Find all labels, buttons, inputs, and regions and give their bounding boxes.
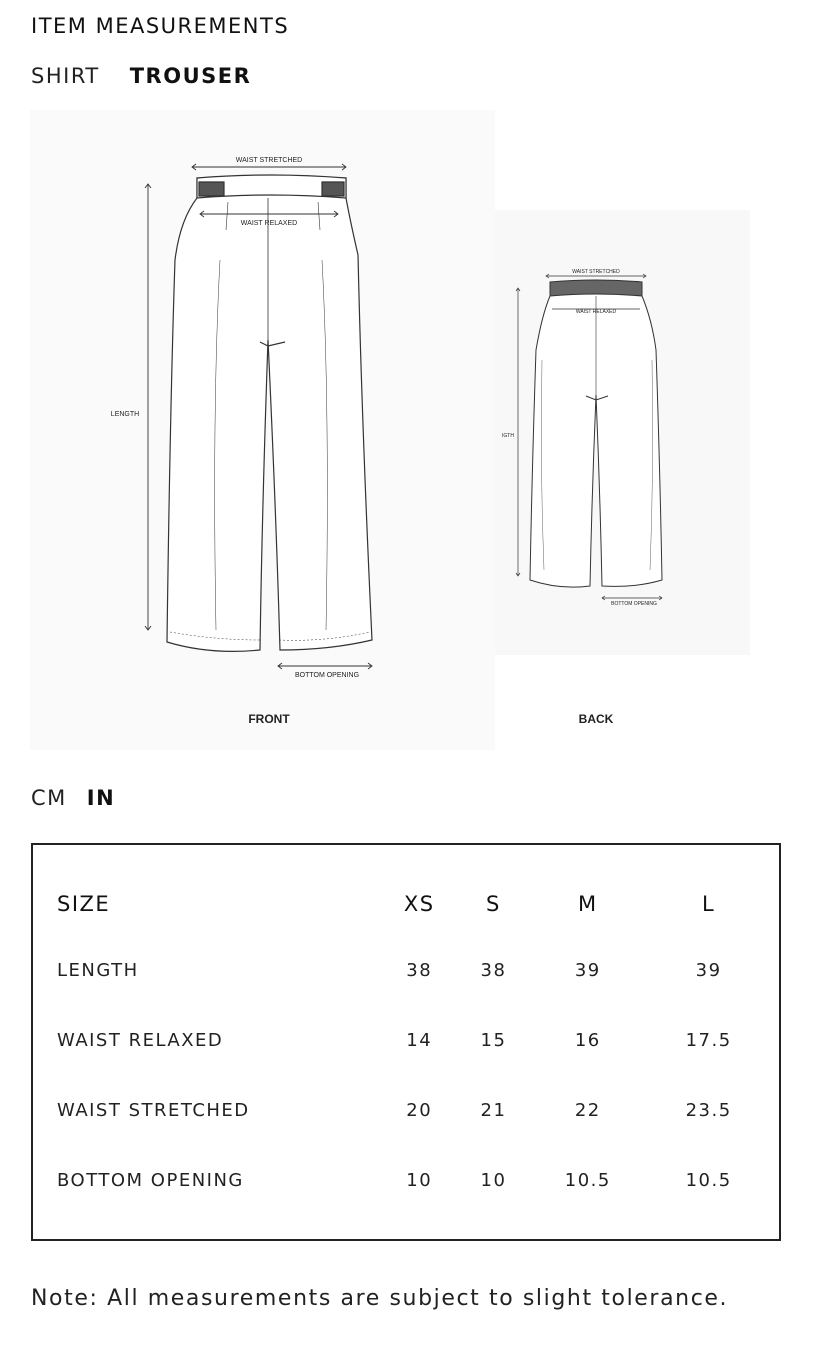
front-label-length: LENGTH <box>110 411 140 418</box>
table-row <box>57 1075 769 1145</box>
header-l: L <box>702 892 716 916</box>
unit-tab-in[interactable]: IN <box>86 786 116 810</box>
row-label: WAIST RELAXED <box>57 1029 224 1051</box>
cell-value: 10 <box>480 1169 507 1191</box>
back-label-waist-stretched: WAIST STRETCHED <box>572 269 620 275</box>
back-label-waist-relaxed: WAIST RELAXED <box>575 309 617 315</box>
cell-value: 21 <box>480 1099 507 1121</box>
cell-value: 14 <box>406 1029 433 1051</box>
row-label: BOTTOM OPENING <box>57 1169 244 1191</box>
cell-value: 38 <box>480 959 507 981</box>
cell-value: 17.5 <box>685 1029 732 1051</box>
cell-value: 39 <box>695 959 722 981</box>
front-label-waist-stretched: WAIST STRETCHED <box>235 157 303 164</box>
tab-trouser[interactable]: TROUSER <box>129 64 252 88</box>
cell-value: 39 <box>574 959 601 981</box>
size-chart-table <box>57 873 769 1215</box>
front-label-bottom-opening: BOTTOM OPENING <box>294 672 360 679</box>
row-label: WAIST STRETCHED <box>57 1099 250 1121</box>
row-label: LENGTH <box>57 959 139 981</box>
back-label-bottom-opening: BOTTOM OPENING <box>611 601 657 607</box>
cell-value: 23.5 <box>685 1099 732 1121</box>
tolerance-note: Note: All measurements are subject to slight tolerance. <box>31 1286 729 1311</box>
header-size: SIZE <box>57 892 111 916</box>
front-label-waist-relaxed: WAIST RELAXED <box>240 220 298 227</box>
cell-value: 16 <box>574 1029 601 1051</box>
cell-value: 15 <box>480 1029 507 1051</box>
trouser-diagram <box>0 110 823 760</box>
size-chart-table-container <box>31 843 781 1241</box>
back-caption: BACK <box>578 712 614 726</box>
cell-value: 38 <box>406 959 433 981</box>
header-xs: XS <box>403 892 435 916</box>
page-title: ITEM MEASUREMENTS <box>31 14 290 38</box>
unit-tab-cm[interactable]: CM <box>31 786 67 810</box>
back-label-length: IGTH <box>502 433 514 439</box>
tab-shirt[interactable]: SHIRT <box>31 64 100 88</box>
cell-value: 10.5 <box>685 1169 732 1191</box>
cell-value: 20 <box>406 1099 433 1121</box>
front-caption: FRONT <box>248 712 290 726</box>
cell-value: 22 <box>574 1099 601 1121</box>
table-row <box>57 1145 769 1215</box>
header-s: S <box>486 892 501 916</box>
header-m: M <box>578 892 598 916</box>
cell-value: 10.5 <box>564 1169 611 1191</box>
table-row <box>57 1005 769 1075</box>
table-row <box>57 935 769 1005</box>
garment-tabs <box>31 64 251 88</box>
table-header-row <box>57 873 769 935</box>
unit-tabs <box>31 786 115 810</box>
cell-value: 10 <box>406 1169 433 1191</box>
